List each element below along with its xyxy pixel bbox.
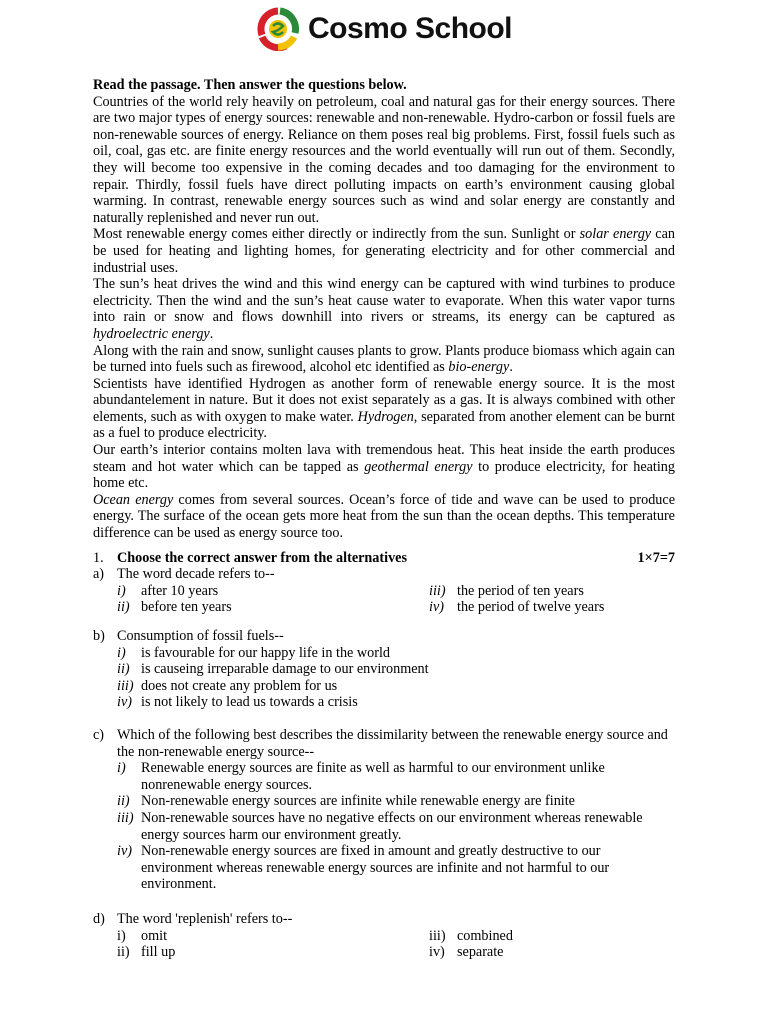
question-text: The word 'replenish' refers to-- bbox=[117, 910, 293, 927]
option[interactable]: iii) Non-renewable sources have no negative effects on our environment whereas renewable energy sources harm our environment greatly. bbox=[117, 809, 643, 843]
option[interactable]: iv) Non-renewable energy sources are fixed in amount and greatly destructive to our environment whereas renewable energy sources are infinite and not harmful to our environment. bbox=[117, 843, 610, 893]
page-header bbox=[0, 6, 768, 52]
worksheet bbox=[93, 77, 675, 961]
school-logo-icon bbox=[256, 7, 300, 51]
option[interactable]: i) Renewable energy sources are finite as well as harmful to our environment unlike nonrenewable energy sources. bbox=[117, 760, 605, 793]
question-text: Which of the following best describes the dissimilarity between the renewable energy source and the non-renewable energy source-- bbox=[117, 726, 668, 760]
passage-paragraph-3: The sun’s heat drives the wind and this wind energy can be captured with wind turbines to produce electricity. Then the wind and the sun’s heat cause water to evaporate. When this water vapor turns into rain or snow and flows downhill into rivers or streams, its energy can be captured as hydroelectric energy. bbox=[93, 276, 675, 342]
question-c bbox=[93, 727, 675, 760]
question-d bbox=[93, 911, 675, 928]
question-a bbox=[93, 566, 675, 583]
option[interactable]: iv) the period of twelve years bbox=[429, 599, 605, 616]
option[interactable]: ii) fill up bbox=[117, 944, 176, 961]
section-number: 1. bbox=[93, 549, 104, 566]
option[interactable]: iv) separate bbox=[429, 944, 504, 961]
section-title: Choose the correct answer from the alternatives bbox=[117, 549, 407, 566]
option[interactable]: i) omit bbox=[117, 927, 168, 944]
question-label: c) bbox=[93, 726, 105, 743]
option[interactable]: i) is favourable for our happy life in the world bbox=[117, 644, 390, 661]
instruction: Read the passage. Then answer the questions below. bbox=[93, 77, 407, 93]
option[interactable]: iii) combined bbox=[429, 927, 513, 944]
question-b-options bbox=[117, 645, 675, 711]
question-d-options bbox=[117, 928, 675, 961]
option[interactable]: i) after 10 years bbox=[117, 582, 219, 599]
question-label: d) bbox=[93, 910, 105, 927]
option[interactable]: ii) Non-renewable energy sources are infinite while renewable energy are finite bbox=[117, 793, 575, 810]
option[interactable]: iii) the period of ten years bbox=[429, 582, 584, 599]
passage-paragraph-2: Most renewable energy comes either directly or indirectly from the sun. Sunlight or solar energy can be used for heating and lighting homes, for generating electricity and for other commercial and industrial uses. bbox=[93, 226, 675, 276]
question-a-options bbox=[117, 583, 675, 616]
question-label: b) bbox=[93, 628, 105, 644]
question-text: The word decade refers to-- bbox=[117, 566, 275, 583]
passage-paragraph-1: Countries of the world rely heavily on petroleum, coal and natural gas for their energy sources. There are two major types of energy sources: renewable and non-renewable. Hydro-carbon or fossil fuels are non-renewable sources of energy. Reliance on them poses real big problems. First, fossil fuels such as oil, coal, gas etc. are finite energy resources and the world eventually will run out of them. Secondly, they will become too expensive in the coming decades and too damaging for the environment to repair. Thirdly, fossil fuels have direct polluting impacts on earth’s environment causing global warming. In contrast, renewable energy sources such as wind and solar energy are constantly and naturally replenished and never run out. bbox=[93, 93, 675, 226]
passage-paragraph-6: Our earth’s interior contains molten lava with tremendous heat. This heat inside the earth produces steam and hot water which can be tapped as geothermal energy to produce electricity, for heating home etc. bbox=[93, 442, 675, 492]
passage-paragraph-4: Along with the rain and snow, sunlight causes plants to grow. Plants produce biomass which again can be turned into fuels such as firewood, alcohol etc identified as bio-energy. bbox=[93, 342, 675, 376]
passage-paragraph-5: Scientists have identified Hydrogen as another form of renewable energy source. It is the most abundantelement in nature. But it does not exist separately as a gas. It is always combined with other elements, such as with oxygen to make water. Hydrogen, separated from another element can be burnt as a fuel to produce electricity. bbox=[93, 375, 675, 442]
option[interactable]: iii) does not create any problem for us bbox=[117, 677, 338, 694]
school-name: Cosmo School bbox=[307, 12, 512, 45]
passage-paragraph-7: Ocean energy comes from several sources. Ocean’s force of tide and wave can be used to produce energy. The surface of the ocean gets more heat from the sun than the ocean depths. This temperature difference can be used as energy source too. bbox=[93, 491, 675, 542]
question-label: a) bbox=[93, 566, 105, 583]
option[interactable]: ii) is causeing irreparable damage to our environment bbox=[117, 661, 429, 678]
option[interactable]: ii) before ten years bbox=[117, 599, 232, 616]
section-marks: 1×7=7 bbox=[637, 549, 675, 566]
question-text: Consumption of fossil fuels-- bbox=[117, 628, 284, 644]
section-heading bbox=[93, 550, 675, 567]
option[interactable]: iv) is not likely to lead us towards a crisis bbox=[117, 694, 358, 711]
question-c-options bbox=[117, 760, 675, 893]
question-b bbox=[93, 628, 675, 645]
